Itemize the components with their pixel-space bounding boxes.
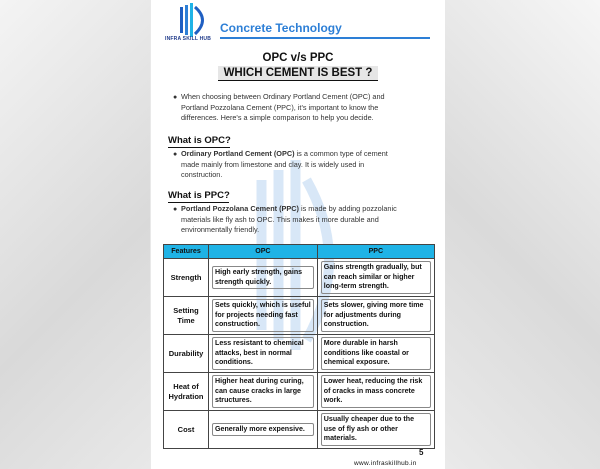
header-features: Features [164, 245, 209, 259]
ppc-value: Sets slower, giving more time for adjustments during construction. [321, 299, 431, 331]
ppc-heading: What is PPC? [168, 190, 230, 201]
opc-cell [209, 373, 318, 411]
opc-line1: is a common type of cement [294, 149, 388, 158]
bullet-icon: ● [173, 151, 178, 158]
opc-cell [209, 297, 318, 335]
ppc-value: More durable in harsh conditions like coastal or chemical exposure. [321, 337, 431, 369]
table-header-row [164, 245, 435, 259]
ppc-cell [317, 335, 434, 373]
opc-term: Ordinary Portland Cement (OPC) [181, 149, 295, 158]
feature-cell: Durability [164, 335, 209, 373]
ppc-value: Usually cheaper due to the use of fly ash or other materials. [321, 413, 431, 445]
table-row [164, 411, 435, 449]
header-ppc: PPC [317, 245, 434, 259]
feature-cell: Heat of Hydration [164, 373, 209, 411]
ppc-cell [317, 373, 434, 411]
page-subtitle [151, 67, 445, 79]
opc-paragraph [181, 149, 388, 181]
ppc-line2: materials like fly ash to OPC. This makes it more durable and [181, 214, 379, 224]
ppc-value: Lower heat, reducing the risk of cracks in mass concrete work. [321, 375, 431, 407]
logo-text: INFRA SKILL HUB [165, 36, 212, 42]
subtitle-text: WHICH CEMENT IS BEST ? [218, 66, 379, 81]
opc-value: Higher heat during curing, can cause cracks in large structures. [212, 375, 314, 407]
background-left [0, 0, 150, 469]
feature-cell: Setting Time [164, 297, 209, 335]
topic-underline [220, 37, 430, 39]
background-right [445, 0, 600, 469]
bullet-icon: ● [173, 94, 178, 101]
ppc-line1: is made by adding pozzolanic [298, 204, 397, 213]
page-title: OPC v/s PPC [262, 52, 334, 64]
feature-cell: Cost [164, 411, 209, 449]
opc-cell [209, 259, 318, 297]
intro-line: differences. Here's a simple comparison to help you decide. [181, 113, 374, 123]
table-row [164, 259, 435, 297]
document-page [151, 0, 445, 469]
ppc-cell [317, 297, 434, 335]
opc-heading-underline [168, 147, 230, 148]
opc-value: Generally more expensive. [212, 423, 314, 436]
ppc-heading-underline [168, 202, 229, 203]
ppc-value: Gains strength gradually, but can reach similar or higher long-term strength. [321, 261, 431, 293]
ppc-cell [317, 259, 434, 297]
ppc-cell [317, 411, 434, 449]
opc-line2: made mainly from limestone and clay. It is widely used in [181, 159, 365, 169]
website-link[interactable]: www.infraskillhub.in [354, 460, 417, 467]
opc-value: Less resistant to chemical attacks, best in normal conditions. [212, 337, 314, 369]
page-number: 5 [419, 448, 424, 457]
intro-line: When choosing between Ordinary Portland Cement (OPC) and [181, 92, 385, 101]
ppc-paragraph [181, 204, 397, 236]
ppc-term: Portland Pozzolana Cement (PPC) [181, 204, 299, 213]
table-row [164, 297, 435, 335]
opc-heading: What is OPC? [168, 135, 231, 146]
table-row [164, 335, 435, 373]
table-row [164, 373, 435, 411]
opc-cell [209, 411, 318, 449]
intro-line: Portland Pozzolana Cement (PPC), it's important to know the [181, 102, 379, 112]
header-opc: OPC [209, 245, 318, 259]
intro-paragraph [181, 92, 385, 124]
opc-line3: construction. [181, 170, 223, 180]
bullet-icon: ● [173, 206, 178, 213]
topic-title: Concrete Technology [220, 21, 342, 35]
opc-cell [209, 335, 318, 373]
ppc-line3: environmentally friendly. [181, 225, 260, 235]
opc-value: Sets quickly, which is useful for projects needing fast construction. [212, 299, 314, 331]
comparison-table [163, 244, 435, 449]
feature-cell: Strength [164, 259, 209, 297]
opc-value: High early strength, gains strength quickly. [212, 266, 314, 289]
